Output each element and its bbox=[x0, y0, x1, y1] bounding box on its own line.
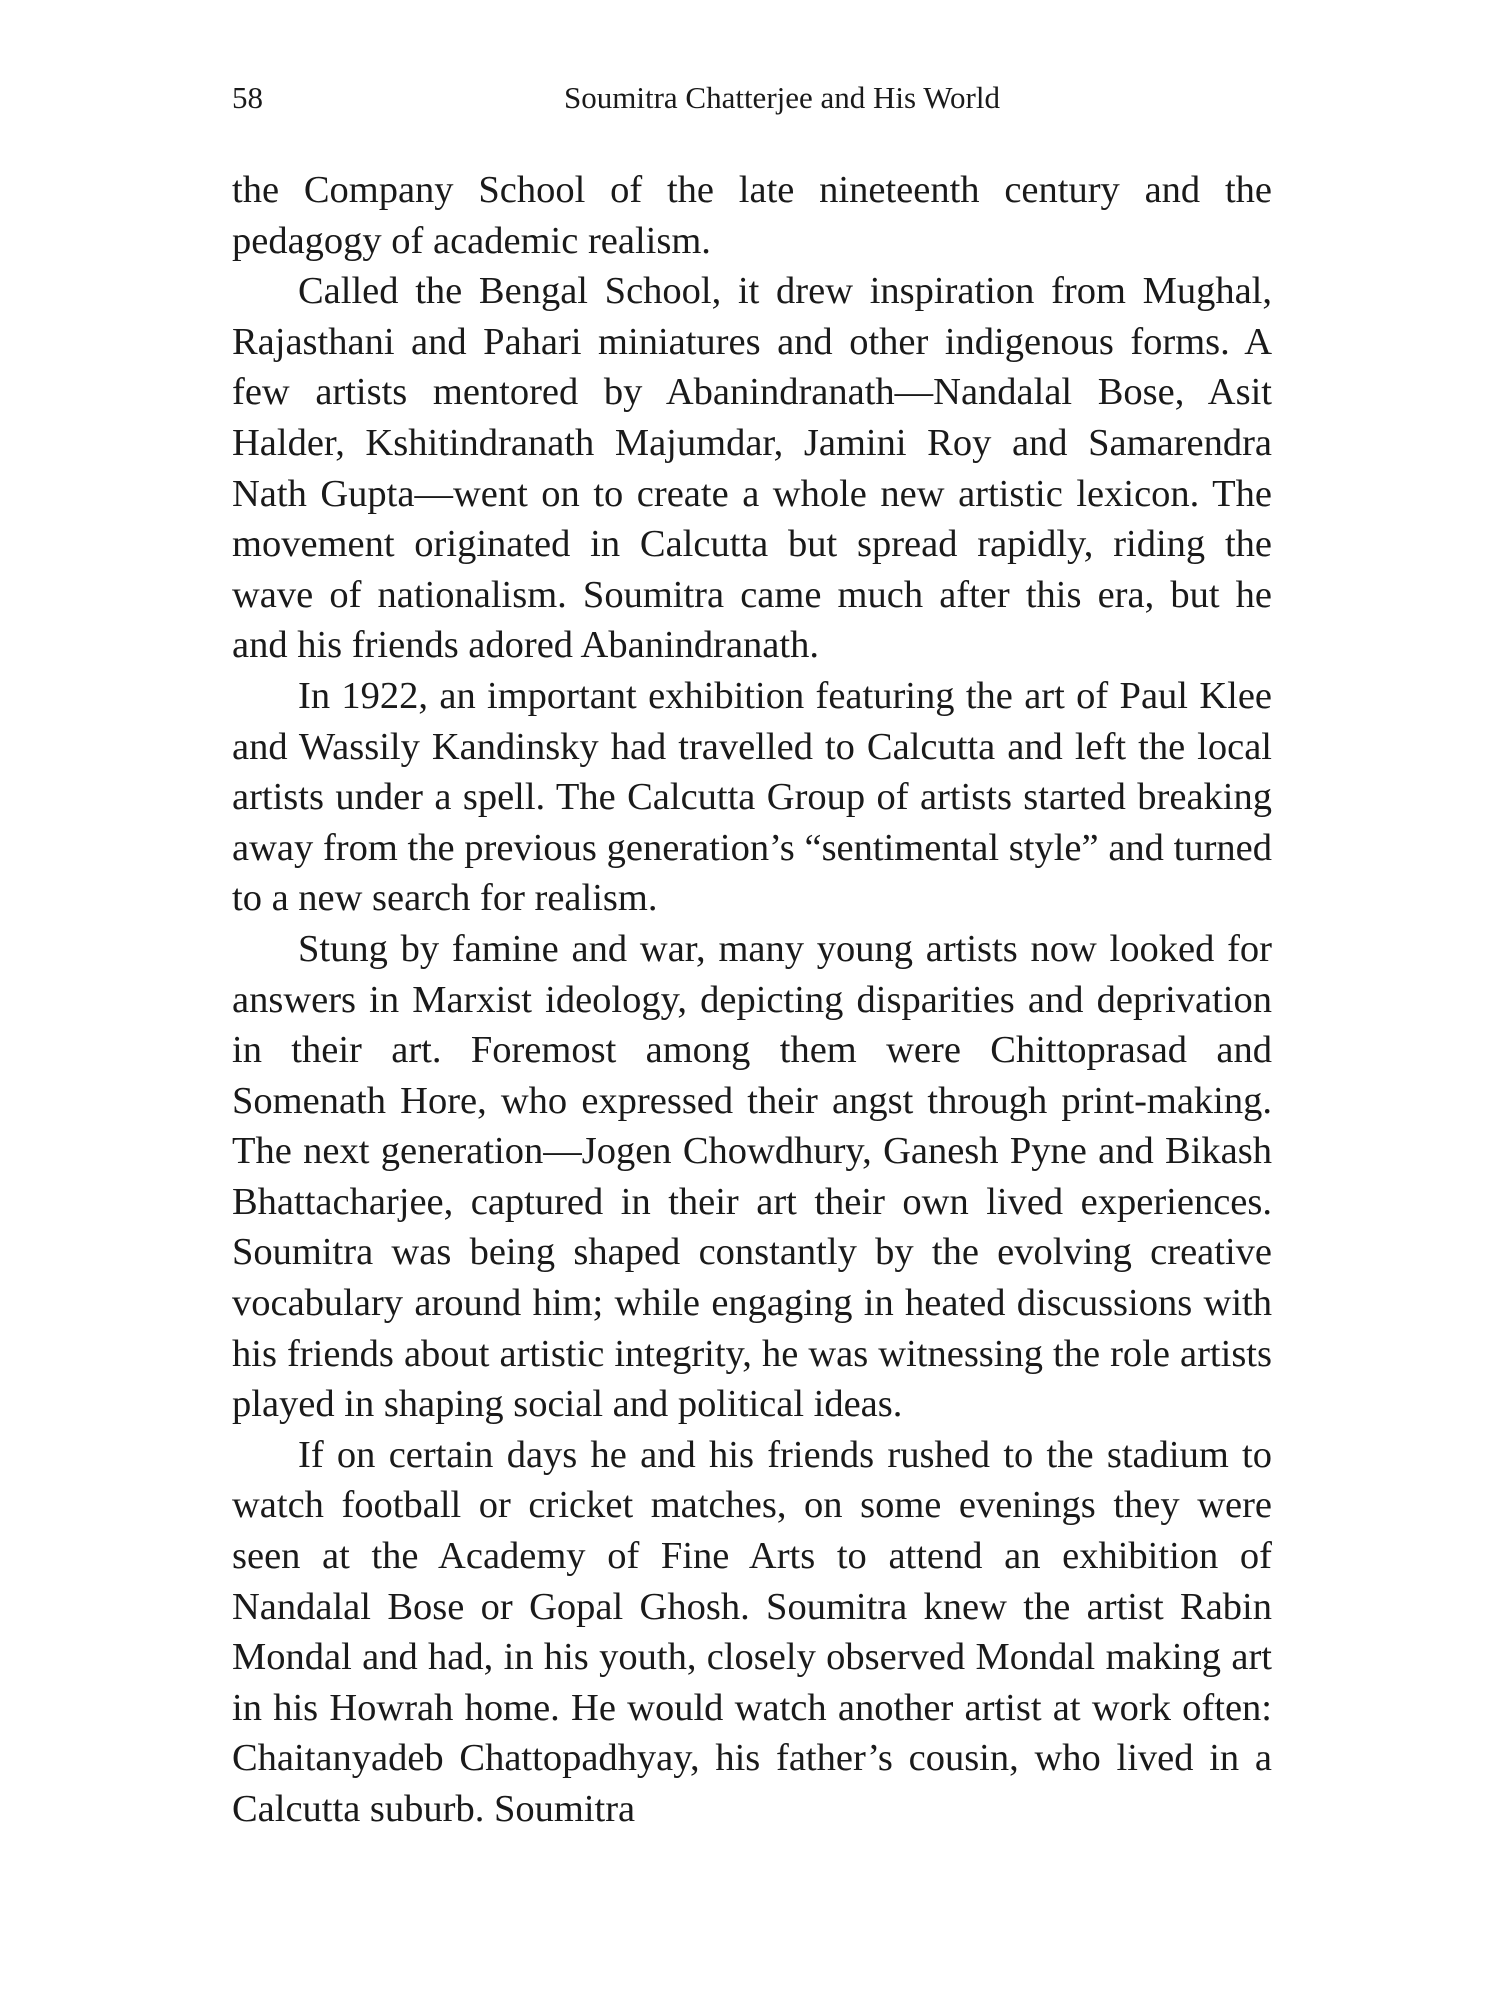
paragraph-continuation: the Company School of the late nineteenth century and the pedagogy of academic realism. bbox=[232, 169, 1272, 262]
paragraph-famine-and-war: Stung by famine and war, many young artists now looked for answers in Marxist ideology, depicting disparities and deprivation in their art. Foremost among them were Chittoprasad and Somenath Hore, who expressed their angst through print-making. The next generation—Jogen Chowdhury, Ganesh Pyne and Bikash Bhattacharjee, captured in their art their own lived experiences. Soumitra was being shaped constantly by the evolving creative vocabulary around him; while engaging in heated discussions with his friends about artistic integrity, he was witnessing the role artists played in shaping social and political ideas. bbox=[232, 927, 1272, 1426]
page-number: 58 bbox=[232, 80, 263, 115]
paragraph-1922-exhibition: In 1922, an important exhibition featuring the art of Paul Klee and Wassily Kandinsky had travelled to Calcutta and left the local artists under a spell. The Calcutta Group of artists started breaking away from the previous generation’s “sentimental style” and turned to a new search for realism. bbox=[232, 674, 1272, 920]
body-text bbox=[232, 165, 1272, 1835]
paragraph-stadium-and-art: If on certain days he and his friends rushed to the stadium to watch football or cricket matches, on some evenings they were seen at the Academy of Fine Arts to attend an exhibition of Nandalal Bose or Gopal Ghosh. Soumitra knew the artist Rabin Mondal and had, in his youth, closely observed Mondal making art in his Howrah home. He would watch another artist at work often: Chaitanyadeb Chattopadhyay, his father’s cousin, who lived in a Calcutta suburb. Soumitra bbox=[232, 1433, 1272, 1830]
book-title: Soumitra Chatterjee and His World bbox=[563, 80, 1000, 115]
running-head bbox=[232, 78, 1272, 118]
paragraph-bengal-school: Called the Bengal School, it drew inspiration from Mughal, Rajasthani and Pahari miniatures and other indigenous forms. A few artists mentored by Abanindranath—Nandalal Bose, Asit Halder, Kshitindranath Majumdar, Jamini Roy and Samarendra Nath Gupta—went on to create a whole new artistic lexicon. The movement originated in Calcutta but spread rapidly, riding the wave of nationalism. Soumitra came much after this era, but he and his friends adored Abanindranath. bbox=[232, 270, 1272, 667]
